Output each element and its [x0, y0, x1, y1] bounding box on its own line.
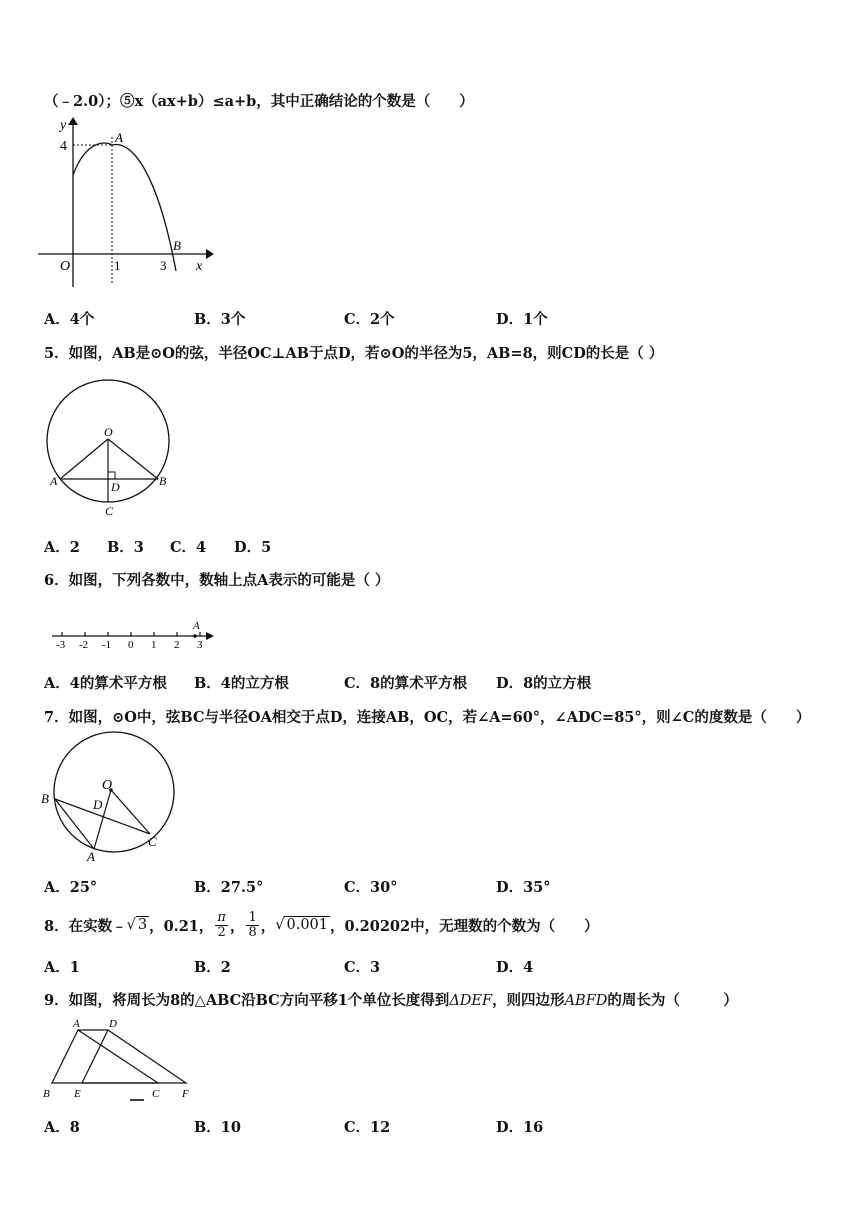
label-A: A: [115, 130, 123, 145]
q7-stem: 7．如图，⊙O中，弦BC与半径OA相交于点D，连接AB，OC，若∠A=60°，∠ADC=85°，则∠C的度数是（ ）: [44, 709, 811, 726]
label-B: B: [173, 238, 181, 253]
label-A: A: [193, 620, 200, 632]
q7-circle-figure: [38, 732, 188, 872]
q8-option-b[interactable]: B．2: [194, 959, 231, 976]
axis-arrow: [206, 632, 214, 640]
label-B: B: [159, 474, 167, 488]
q5-option-c[interactable]: C．4: [170, 539, 207, 556]
q7-option-b[interactable]: B．27.5°: [194, 879, 264, 896]
label-O: O: [104, 425, 113, 439]
tick-label: 0: [128, 639, 134, 651]
tick-label: -3: [56, 639, 66, 651]
triangle-def: [82, 1030, 186, 1083]
q8-option-a[interactable]: A．1: [44, 959, 80, 976]
label-B: B: [41, 791, 49, 806]
tick-label: 3: [197, 639, 203, 651]
x-axis-arrow: [206, 249, 214, 259]
q4-option-d[interactable]: D．1个: [496, 311, 548, 328]
q5-circle-figure: [44, 375, 184, 520]
q9-abfd: ABFD: [564, 993, 608, 1009]
label-D: D: [111, 480, 120, 494]
label-A: A: [87, 849, 95, 864]
label-C: C: [148, 834, 157, 849]
label-D: D: [93, 797, 103, 812]
label-x: x: [196, 259, 203, 274]
sqrt-0001: √ 0.001: [275, 917, 328, 933]
label-F: F: [182, 1088, 189, 1100]
q9-stem-a: 9．如图，将周长为8的△ABC沿BC方向平移1个单位长度得到: [44, 992, 450, 1009]
segment-oa: [60, 439, 108, 479]
fraction-pi-over-2: $\frac{\pi}{2}$: [217, 909, 226, 940]
right-angle-mark: [108, 472, 115, 479]
q9-option-a[interactable]: A．8: [44, 1119, 80, 1136]
q4-option-a[interactable]: A．4个: [44, 311, 95, 328]
tick-label: -1: [102, 639, 112, 651]
q4-parabola-graph: [38, 115, 218, 295]
q4-option-c[interactable]: C．2个: [344, 311, 395, 328]
q8-option-d[interactable]: D．4: [496, 959, 534, 976]
q4-option-b[interactable]: B．3个: [194, 311, 246, 328]
q7-option-d[interactable]: D．35°: [496, 879, 551, 896]
q6-option-c[interactable]: C．8的算术平方根: [344, 675, 468, 692]
q6-option-d[interactable]: D．8的立方根: [496, 675, 592, 692]
q5-option-a[interactable]: A．2: [44, 539, 80, 556]
q6-option-a[interactable]: A．4的算术平方根: [44, 675, 167, 692]
q9-stem: [44, 989, 738, 1010]
point-a: [193, 634, 197, 638]
label-O: O: [60, 259, 71, 274]
q9-stem-b: ，则四边形: [492, 992, 565, 1009]
sqrt-3: √ 3: [126, 917, 148, 933]
q8-stem-b: ，0.21，: [149, 917, 214, 935]
label-C: C: [152, 1088, 160, 1100]
q9-def: ΔDEF: [449, 993, 493, 1009]
q6-number-line: [48, 612, 238, 652]
parabola-curve: [73, 143, 176, 271]
label-C: C: [105, 504, 114, 518]
q9-stem-c: 的周长为（ ）: [607, 992, 738, 1009]
label-y: y: [60, 118, 67, 133]
label-1: 1: [114, 258, 121, 273]
q5-option-d[interactable]: D．5: [234, 539, 272, 556]
label-A: A: [73, 1018, 80, 1030]
q7-option-a[interactable]: A．25°: [44, 879, 98, 896]
q8-stem: [44, 904, 599, 946]
q9-translation-figure: [40, 1015, 200, 1105]
label-B: B: [43, 1088, 50, 1100]
q6-option-b[interactable]: B．4的立方根: [194, 675, 289, 692]
q9-option-c[interactable]: C．12: [344, 1119, 391, 1136]
q8-sep: ，: [229, 917, 245, 935]
q7-option-c[interactable]: C．30°: [344, 879, 398, 896]
q8-option-c[interactable]: C．3: [344, 959, 381, 976]
label-4: 4: [60, 139, 67, 154]
q4-stem-tail: （﹣2.0）；⑤x（ax+b）≤a+b，其中正确结论的个数是（ ）: [44, 93, 474, 110]
q8-stem-a: 8．在实数﹣: [44, 917, 127, 935]
q8-stem-c: ，0.20202中，无理数的个数为（ ）: [330, 917, 599, 935]
q9-option-d[interactable]: D．16: [496, 1119, 544, 1136]
q8-sep2: ，: [260, 917, 276, 935]
fraction-one-eighth: $\frac{1}{8}$: [248, 909, 257, 940]
q6-stem: 6．如图，下列各数中，数轴上点A表示的可能是（ ）: [44, 572, 390, 589]
q5-option-b[interactable]: B．3: [107, 539, 144, 556]
q5-stem: 5．如图，AB是⊙O的弦，半径OC⊥AB于点D，若⊙O的半径为5，AB=8，则CD的长是（ ）: [44, 345, 664, 362]
label-3: 3: [160, 258, 167, 273]
label-O: O: [102, 778, 113, 793]
y-axis-arrow: [68, 117, 78, 125]
label-A: A: [50, 474, 58, 488]
tick-label: 1: [151, 639, 157, 651]
tick-label: 2: [174, 639, 180, 651]
q9-option-b[interactable]: B．10: [194, 1119, 241, 1136]
tick-label: -2: [79, 639, 89, 651]
label-E: E: [74, 1088, 81, 1100]
triangle-abc: [52, 1030, 158, 1083]
label-D: D: [109, 1018, 117, 1030]
